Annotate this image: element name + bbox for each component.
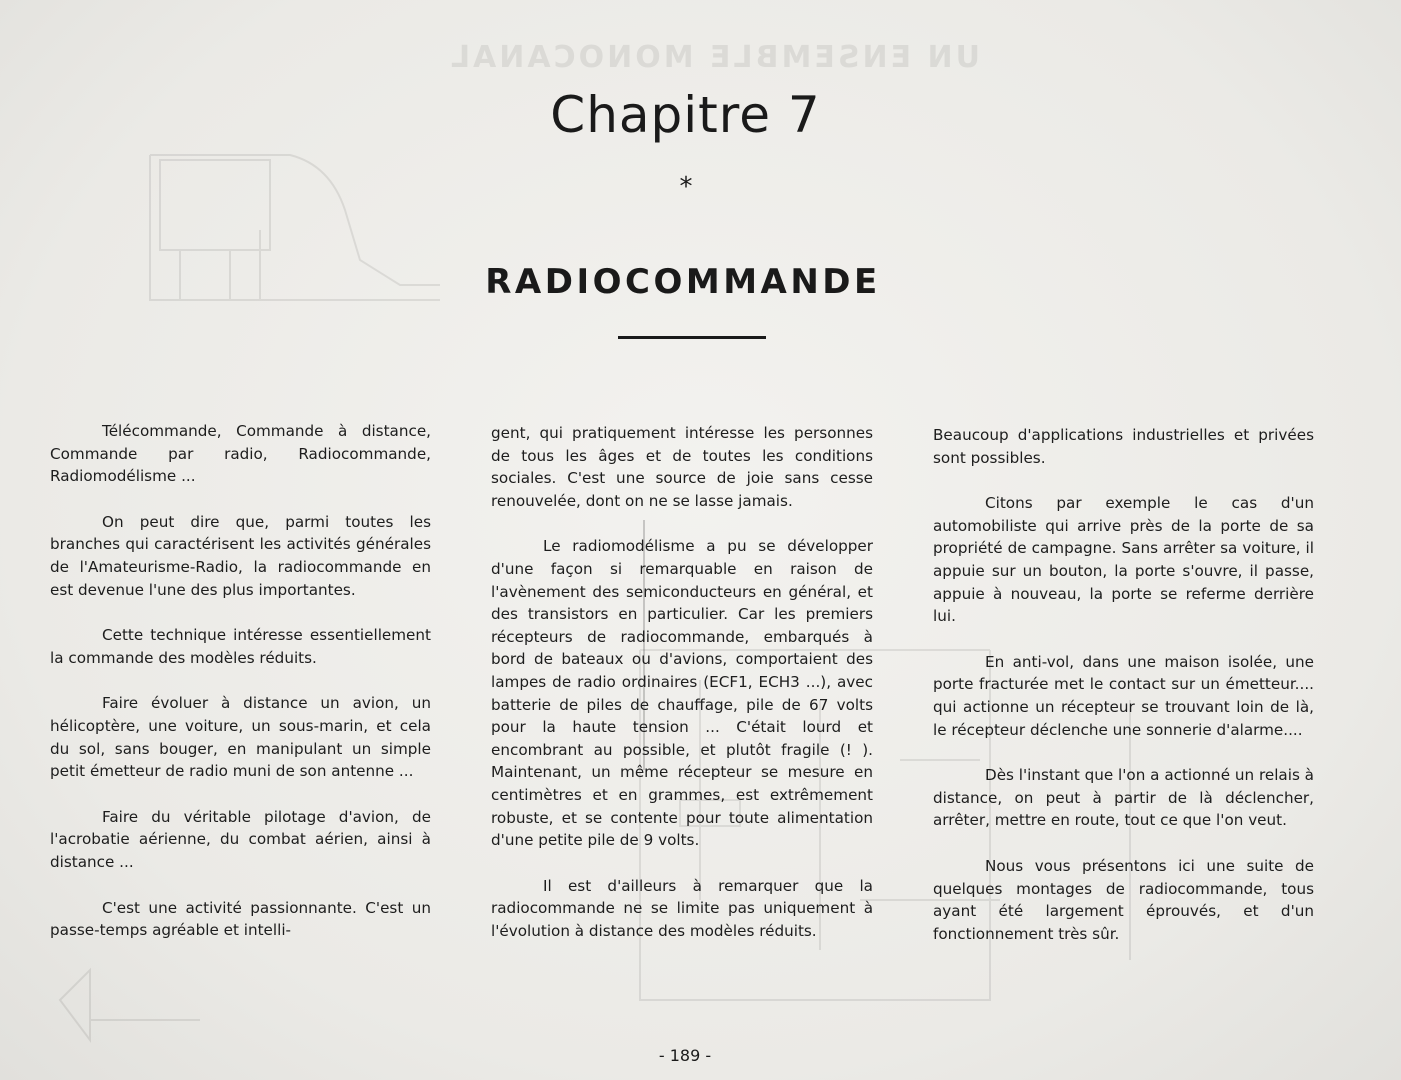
paragraph: Télécommande, Commande à distance, Commande par radio, Radiocommande, Radiomodélisme ... (50, 422, 431, 486)
title-divider (618, 336, 766, 339)
star-ornament: * (679, 172, 693, 202)
paragraph: C'est une activité passionnante. C'est un passe-temps agréable et intelli- (50, 898, 431, 940)
show-through-heading: UN ENSEMBLE MONOCANAL (447, 40, 980, 75)
text-column-3 (933, 424, 1314, 968)
text-column-2 (491, 422, 873, 965)
paragraph: Dès l'instant que l'on a actionné un relais à distance, on peut à partir de là déclencher, arrêter, mettre en route, tout ce que l'on veut. (933, 766, 1314, 830)
text-column-1 (50, 420, 431, 965)
paragraph: Le radiomodélisme a pu se développer d'une façon si remarquable en raison de l'avènement des semiconducteurs en général, et des transistors en particulier. Car les premiers récepteurs de radiocommande, embarqués à bord de bateaux ou d'avions, comportaient des lampes de radio ordinaires (ECF1, ECH3 ...), avec batterie de piles de chauffage, pile de 67 volts pour la haute tension ... C'était lourd et encombrant au possible, et plutôt fragile (! ). Maintenant, un même récepteur se mesure en centimètres et en grammes, est extrêmement robuste, et se contente pour toute alimentation d'une petite pile de 9 volts. (491, 537, 873, 850)
paragraph: Beaucoup d'applications industrielles et privées sont possibles. (933, 426, 1314, 467)
paragraph: gent, qui pratiquement intéresse les personnes de tous les âges et de toutes les conditions sociales. C'est une source de joie sans cesse renouvelée, dont on ne se lasse jamais. (491, 424, 873, 510)
paragraph: Nous vous présentons ici une suite de quelques montages de radiocommande, tous ayant été largement éprouvés, et d'un fonctionnement très sûr. (933, 856, 1314, 943)
page-number: - 189 - (658, 1046, 712, 1065)
paragraph: On peut dire que, parmi toutes les branches qui caractérisent les activités générales de l'Amateurisme-Radio, la radiocommande en est devenue l'une des plus importantes. (50, 512, 431, 599)
page-title: RADIOCOMMANDE (485, 262, 881, 302)
paragraph: Il est d'ailleurs à remarquer que la radiocommande ne se limite pas uniquement à l'évolution à distance des modèles réduits. (491, 876, 873, 940)
paragraph: Cette technique intéresse essentiellement la commande des modèles réduits. (50, 626, 431, 667)
paragraph: Faire du véritable pilotage d'avion, de l'acrobatie aérienne, du combat aérien, ainsi à distance ... (50, 807, 431, 871)
paragraph: En anti-vol, dans une maison isolée, une porte fracturée met le contact sur un émetteur.... qui actionne un récepteur se trouvant loin de là, le récepteur déclenche une sonnerie d'alarme.... (933, 652, 1314, 739)
chapter-label: Chapitre 7 (550, 86, 821, 144)
paragraph: Citons par exemple le cas d'un automobiliste qui arrive près de la porte de sa propriété de campagne. Sans arrêter sa voiture, il appuie sur un bouton, la porte s'ouvre, il passe, appuie à nouveau, la porte se referme derrière lui. (933, 494, 1314, 626)
paragraph: Faire évoluer à distance un avion, un hélicoptère, une voiture, un sous-marin, et cela du sol, sans bouger, en manipulant un simple petit émetteur de radio muni de son antenne ... (50, 694, 431, 781)
